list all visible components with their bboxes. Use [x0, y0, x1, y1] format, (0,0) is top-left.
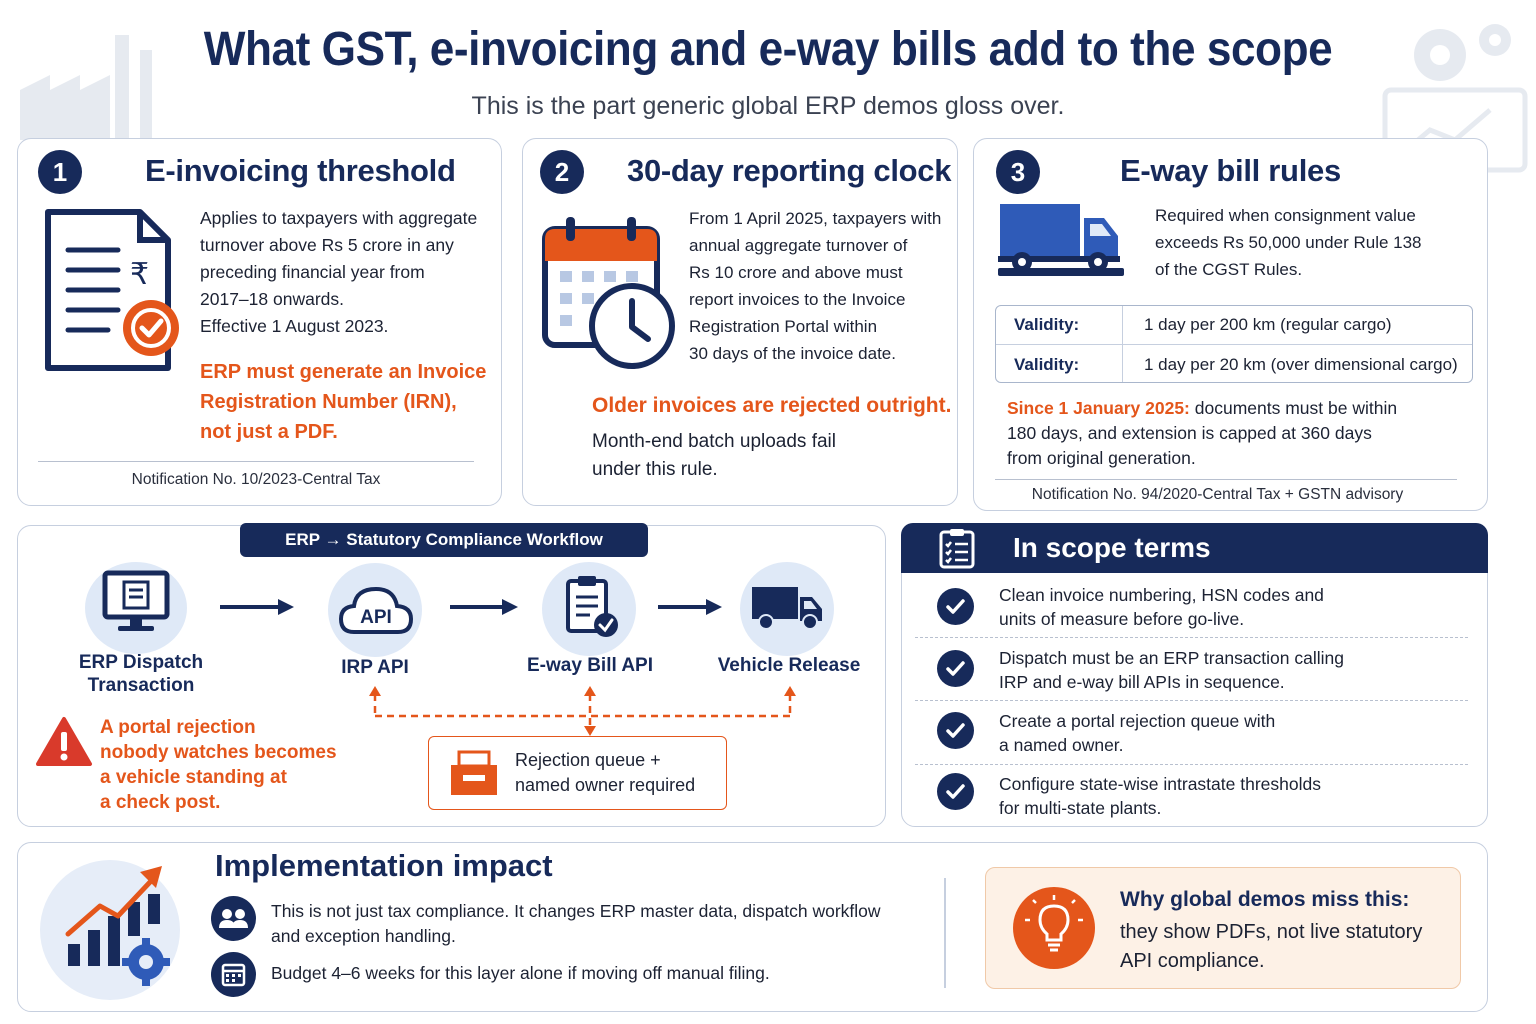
card-body: From 1 April 2025, taxpayers with annual aggregate turnover of Rs 10 crore and above must report invoices to the Invoice Registration Portal within 30 days of the invoice date.: [689, 209, 942, 363]
impact-point: This is not just tax compliance. It changes ERP master data, dispatch workflow and exception handling.: [271, 901, 881, 946]
card-number-badge: 2: [540, 150, 584, 194]
check-icon: [937, 712, 974, 749]
invoice-rupee-icon: [44, 208, 184, 376]
monitor-document-icon: [102, 570, 170, 636]
checklist-icon: [937, 527, 977, 569]
card-highlight: ERP must generate an Invoice Registration Number (IRN), not just a PDF.: [200, 361, 487, 443]
divider: [995, 479, 1457, 480]
arrow-right-icon: [220, 598, 296, 616]
lightbulb-icon: [1012, 886, 1096, 970]
scope-header: [901, 523, 1488, 573]
validity-row: Validity: 1 day per 20 km (over dimensional cargo): [1014, 354, 1458, 374]
rejection-queue-text: Rejection queue + named owner required: [515, 750, 696, 795]
divider: [38, 461, 474, 462]
card-body: Required when consignment value exceeds Rs 50,000 under Rule 138 of the CGST Rules.: [1155, 206, 1422, 279]
check-icon: [937, 650, 974, 687]
card-footer: Month-end batch uploads fail under this rule.: [592, 431, 836, 480]
svg-text:API: API: [360, 607, 392, 628]
scope-title: In scope terms: [1013, 532, 1211, 563]
page-title: What GST, e-invoicing and e-way bills add to the scope: [203, 23, 1333, 76]
cloud-api-icon: [338, 584, 414, 636]
arrow-right-icon: [658, 598, 724, 616]
since-note: Since 1 January 2025: documents must be within 180 days, and extension is capped at 360 days from original generation.: [1007, 398, 1398, 468]
step-label: ERP Dispatch Transaction: [78, 652, 204, 696]
step-label: IRP API: [341, 657, 409, 678]
people-icon: [211, 896, 256, 941]
dashed-feedback-lines: [368, 684, 798, 736]
page-subtitle: This is the part generic global ERP demos gloss over.: [471, 92, 1065, 120]
calendar-icon: [211, 952, 256, 997]
validity-table: [995, 305, 1473, 383]
check-icon: [937, 588, 974, 625]
clipboard-check-icon: [564, 573, 620, 639]
step-label: E-way Bill API: [527, 655, 653, 676]
card-highlight: Older invoices are rejected outright.: [592, 394, 952, 417]
truck-icon: [998, 200, 1124, 278]
scope-item: Dispatch must be an ERP transaction calling IRP and e-way bill APIs in sequence.: [999, 648, 1344, 692]
scope-item: Clean invoice numbering, HSN codes and units of measure before go-live.: [999, 585, 1324, 629]
card-body: Applies to taxpayers with aggregate turnover above Rs 5 crore in any preceding financial year from 2017–18 onwards. Effective 1 August 2023.: [200, 208, 478, 336]
scope-item: Create a portal rejection queue with a named owner.: [999, 711, 1276, 755]
warning-text: A portal rejection nobody watches becomes a vehicle standing at a check post.: [100, 717, 337, 813]
impact-point: Budget 4–6 weeks for this layer alone if moving off manual filing.: [271, 963, 770, 983]
svg-text:₹: ₹: [130, 257, 150, 292]
scope-item: Configure state-wise intrastate thresholds for multi-state plants.: [999, 774, 1321, 818]
why-callout: [985, 867, 1461, 989]
card-number-badge: 1: [38, 150, 82, 194]
card-title: E-invoicing threshold: [145, 153, 456, 188]
warning-icon: [35, 716, 93, 768]
divider: [915, 764, 1468, 765]
truck-icon: [750, 585, 824, 631]
why-title: Why global demos miss this:: [1120, 888, 1410, 911]
divider: [915, 700, 1468, 701]
why-text: they show PDFs, not live statutory API compliance.: [1120, 921, 1423, 972]
card-number-badge: 3: [996, 150, 1040, 194]
card-title: 30-day reporting clock: [627, 153, 952, 188]
workflow-tab: ERP → Statutory Compliance Workflow: [240, 523, 648, 557]
check-icon: [937, 773, 974, 810]
card-title: E-way bill rules: [1120, 153, 1341, 188]
inbox-tray-icon: [447, 749, 501, 799]
validity-row: Validity: 1 day per 200 km (regular cargo): [996, 306, 1472, 345]
growth-chart-gear-icon: [38, 858, 188, 1000]
impact-title: Implementation impact: [215, 848, 553, 883]
divider: [944, 878, 946, 988]
divider: [915, 637, 1468, 638]
calendar-clock-icon: [542, 213, 682, 373]
card-note: Notification No. 94/2020-Central Tax + GSTN advisory: [1031, 486, 1404, 503]
arrow-right-icon: [450, 598, 520, 616]
step-label: Vehicle Release: [717, 655, 861, 676]
rejection-queue-box: [428, 736, 727, 810]
card-note: Notification No. 10/2023-Central Tax: [131, 471, 381, 488]
